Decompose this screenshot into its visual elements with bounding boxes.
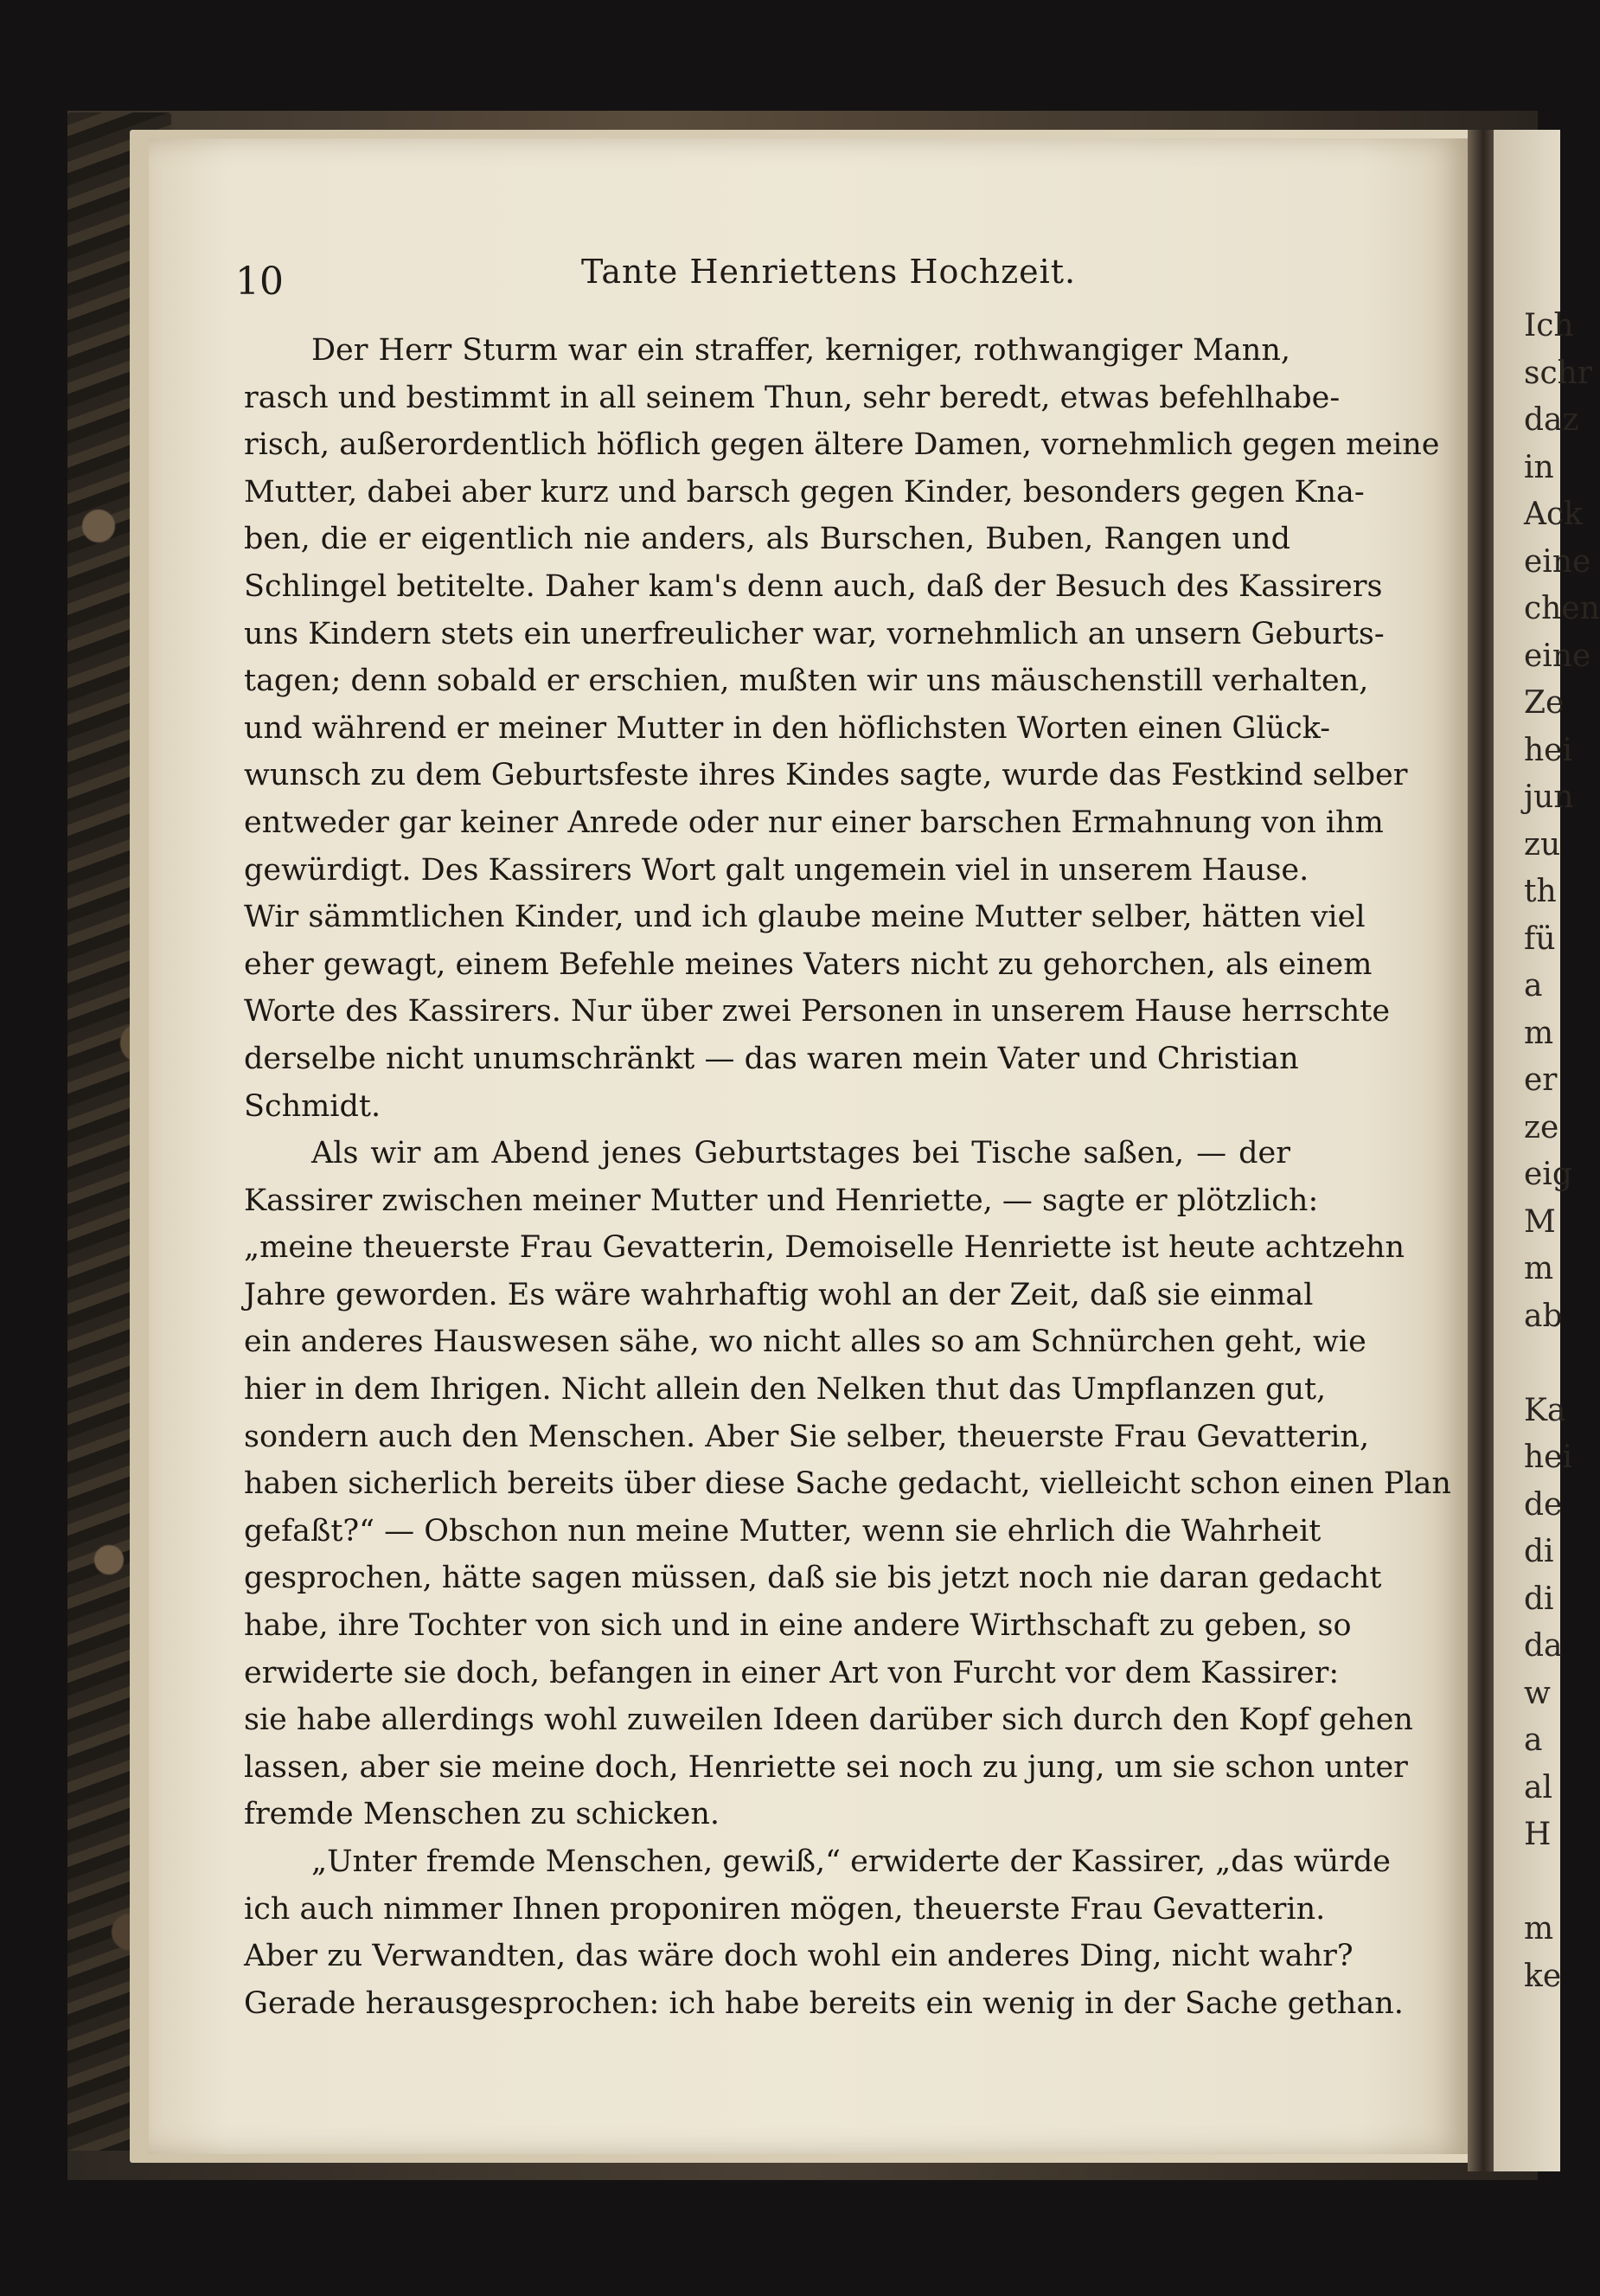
- facing-page-line: eine: [1524, 638, 1591, 674]
- facing-page-line: th: [1524, 874, 1557, 909]
- facing-page-line: da: [1524, 1628, 1563, 1664]
- facing-page-line: ke: [1524, 1958, 1562, 1994]
- facing-page-line: Ka: [1524, 1392, 1566, 1428]
- facing-page-line: daz: [1524, 402, 1579, 438]
- text-line: rasch und bestimmt in all seinem Thun, sehr beredt, etwas befehlhabe-: [244, 380, 1341, 415]
- text-line: Wir sämmtlichen Kinder, und ich glaube meine Mutter selber, hätten viel: [244, 900, 1366, 935]
- facing-page-line: eig: [1524, 1157, 1572, 1192]
- text-line: ich auch nimmer Ihnen proponiren mögen, theuerste Frau Gevatterin.: [244, 1891, 1326, 1927]
- text-line: entweder gar keiner Anrede oder nur einer barschen Ermahnung von ihm: [244, 805, 1384, 840]
- facing-page-line: m: [1524, 1911, 1554, 1946]
- facing-page-line: chen: [1524, 591, 1600, 626]
- text-line: wunsch zu dem Geburtsfeste ihres Kindes sagte, wurde das Festkind selber: [244, 758, 1408, 793]
- facing-page-line: fü: [1524, 920, 1556, 957]
- text-line: „Unter fremde Menschen, gewiß,“ erwiderte der Kassirer, „das würde: [311, 1844, 1392, 1879]
- text-line: Jahre geworden. Es wäre wahrhaftig wohl an der Zeit, daß sie einmal: [244, 1277, 1314, 1312]
- text-line: gesprochen, hätte sagen müssen, daß sie bis jetzt noch nie daran gedacht: [244, 1561, 1382, 1596]
- body-text: [244, 327, 1451, 2027]
- facing-page-line: jun: [1524, 779, 1574, 815]
- facing-page-line: a: [1524, 968, 1543, 1004]
- text-line: gewürdigt. Des Kassirers Wort galt ungemein viel in unserem Hause.: [244, 852, 1309, 888]
- text-line: Der Herr Sturm war ein straffer, kerniger, rothwangiger Mann,: [311, 333, 1290, 368]
- running-title: Tante Henriettens Hochzeit.: [581, 253, 1077, 291]
- facing-page-line: w: [1524, 1675, 1551, 1711]
- text-line: derselbe nicht unumschränkt — das waren mein Vater und Christian: [244, 1041, 1299, 1076]
- text-line: Schlingel betitelte. Daher kam's denn auch, daß der Besuch des Kassirers: [244, 568, 1383, 604]
- text-line: sondern auch den Menschen. Aber Sie selber, theuerste Frau Gevatterin,: [244, 1419, 1370, 1454]
- facing-page-line: hei: [1524, 1440, 1573, 1475]
- facing-page-line: a: [1524, 1722, 1543, 1758]
- text-line: habe, ihre Tochter von sich und in eine andere Wirthschaft zu geben, so: [244, 1608, 1352, 1644]
- text-line: Kassirer zwischen meiner Mutter und Henriette, — sagte er plötzlich:: [244, 1183, 1319, 1218]
- text-line: erwiderte sie doch, befangen in einer Art von Furcht vor dem Kassirer:: [244, 1655, 1340, 1690]
- facing-page-line: Ich: [1524, 308, 1574, 343]
- facing-page-line: zu: [1524, 826, 1561, 863]
- facing-page-line: hei: [1524, 732, 1573, 768]
- facing-page-line: M: [1524, 1203, 1556, 1240]
- text-line: Gerade herausgesprochen: ich habe bereits ein wenig in der Sache gethan.: [244, 1985, 1404, 2021]
- facing-page-line: de: [1524, 1486, 1563, 1523]
- running-head: [235, 253, 1308, 305]
- facing-page-line: m: [1524, 1015, 1554, 1051]
- text-line: gefaßt?“ — Obschon nun meine Mutter, wenn sie ehrlich die Wahrheit: [244, 1513, 1322, 1549]
- facing-page-line: di: [1524, 1534, 1554, 1569]
- text-line: tagen; denn sobald er erschien, mußten wir uns mäuschenstill verhalten,: [244, 664, 1369, 699]
- facing-page-line: ze: [1524, 1109, 1559, 1145]
- facing-page-line: eine: [1524, 543, 1591, 580]
- page-number: 10: [235, 260, 284, 304]
- text-line: ben, die er eigentlich nie anders, als Burschen, Buben, Rangen und: [244, 522, 1290, 557]
- facing-page-line: di: [1524, 1581, 1554, 1617]
- text-line: fremde Menschen zu schicken.: [244, 1797, 720, 1832]
- facing-page-line: schr: [1524, 355, 1593, 391]
- text-line: Worte des Kassirers. Nur über zwei Personen in unserem Hause herrschte: [244, 994, 1391, 1029]
- text-line: ein anderes Hauswesen sähe, wo nicht alles so am Schnürchen geht, wie: [244, 1324, 1366, 1360]
- text-line: lassen, aber sie meine doch, Henriette sei noch zu jung, um sie schon unter: [244, 1749, 1408, 1785]
- text-line: Schmidt.: [244, 1088, 381, 1124]
- facing-page-line: [1524, 1859, 1560, 1907]
- facing-page-text: [1524, 303, 1600, 2000]
- facing-page-line: er: [1524, 1062, 1558, 1098]
- facing-page-line: ab: [1524, 1298, 1563, 1334]
- facing-page-line: al: [1524, 1769, 1552, 1805]
- text-line: uns Kindern stets ein unerfreulicher war, vornehmlich an unsern Geburts-: [244, 616, 1385, 651]
- text-line: und während er meiner Mutter in den höflichsten Worten einen Glück-: [244, 710, 1331, 746]
- facing-page-line: in: [1524, 449, 1554, 485]
- text-line: Mutter, dabei aber kurz und barsch gegen Kinder, besonders gegen Kna-: [244, 474, 1365, 510]
- text-line: Aber zu Verwandten, das wäre doch wohl ein anderes Ding, nicht wahr?: [244, 1939, 1354, 1974]
- facing-page-line: Ze: [1524, 685, 1565, 721]
- facing-page-line: m: [1524, 1251, 1554, 1286]
- text-line: Als wir am Abend jenes Geburtstages bei Tische saßen, — der: [311, 1136, 1290, 1171]
- text-line: „meine theuerste Frau Gevatterin, Demoiselle Henriette ist heute achtzehn: [244, 1230, 1405, 1266]
- text-line: eher gewagt, einem Befehle meines Vaters nicht zu gehorchen, als einem: [244, 946, 1373, 982]
- text-line: hier in dem Ihrigen. Nicht allein den Nelken thut das Umpflanzen gut,: [244, 1372, 1327, 1408]
- text-line: haben sicherlich bereits über diese Sache gedacht, vielleicht schon einen Plan: [244, 1466, 1451, 1502]
- facing-page-line: [1524, 1340, 1560, 1388]
- facing-page-line: H: [1524, 1817, 1552, 1852]
- text-line: risch, außerordentlich höflich gegen ältere Damen, vornehmlich gegen meine: [244, 427, 1440, 463]
- book-gutter: [1468, 130, 1494, 2171]
- text-line: sie habe allerdings wohl zuweilen Ideen darüber sich durch den Kopf gehen: [244, 1703, 1413, 1738]
- facing-page-line: Ack: [1524, 497, 1583, 532]
